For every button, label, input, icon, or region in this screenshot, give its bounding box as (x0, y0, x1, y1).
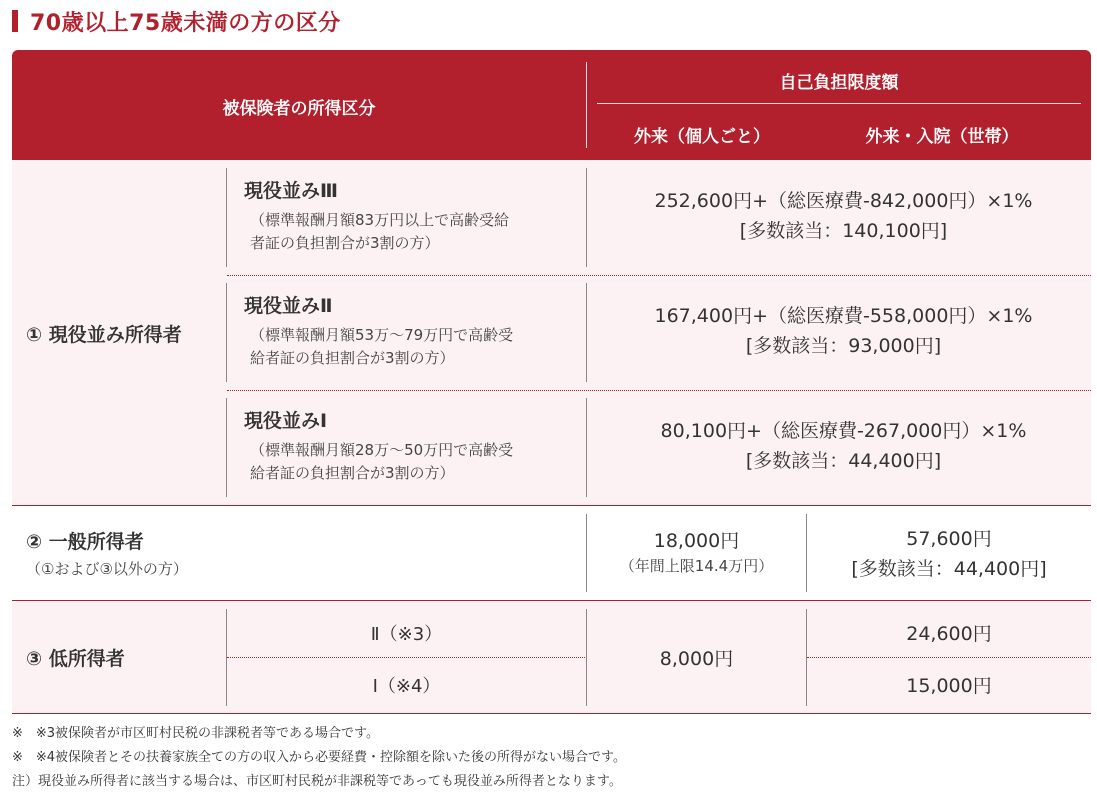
active-sub-limit (596, 301, 1091, 361)
limit-formula: 80,100円+（総医療費-267,000円）×1% (660, 420, 1027, 442)
title-accent-bar (12, 10, 18, 32)
table-header (12, 50, 1091, 160)
row-divider (12, 713, 1091, 714)
column-divider (226, 398, 227, 497)
header-outpatient-inpatient: 外来・入院（世帯） (865, 127, 1019, 147)
section-title-text: 70歳以上75歳未満の方の区分 (30, 10, 341, 36)
active-sub-desc: 給者証の負担割合が3割の方） (250, 349, 455, 367)
column-divider (586, 168, 587, 267)
active-sub-limit (596, 186, 1091, 246)
sub-row-divider (227, 275, 1091, 276)
cost-limit-table (12, 50, 1091, 714)
low-outpatient-limit: 8,000円 (659, 648, 734, 670)
general-household-limit: 57,600円 (906, 528, 992, 550)
header-divider (586, 62, 587, 148)
general-outpatient-note: （年間上限14.4万円） (619, 557, 774, 575)
column-divider (226, 168, 227, 267)
sub-row-divider (807, 657, 1091, 658)
general-household-multiple: [多数該当：44,400円] (851, 558, 1047, 580)
general-outpatient-cell (587, 527, 806, 578)
column-divider (586, 283, 587, 382)
active-sub-desc: 者証の負担割合が3割の方） (250, 234, 440, 252)
column-divider (586, 398, 587, 497)
footnote: ※ ※3被保険者が市区町村民税の非課税者等である場合です。 (12, 726, 380, 741)
active-sub-row (244, 176, 584, 255)
low-income-label: ③ 低所得者 (26, 648, 125, 670)
limit-multiple: [多数該当：93,000円] (745, 335, 942, 357)
sub-row-divider (227, 390, 1091, 391)
footnote: 注）現役並み所得者に該当する場合は、市区町村民税が非課税等であっても現役並み所得者となります。 (12, 774, 622, 789)
low-sub-name: Ⅱ（※3） (370, 624, 443, 645)
limit-formula: 167,400円+（総医療費-558,000円）×1% (654, 305, 1033, 327)
header-subdivider (597, 103, 1081, 104)
low-household-limit: 15,000円 (906, 675, 992, 697)
active-sub-name: 現役並みⅢ (244, 180, 338, 202)
active-sub-limit (596, 416, 1091, 476)
general-income-cell (26, 527, 188, 581)
limit-multiple: [多数該当：140,100円] (739, 220, 948, 242)
general-income-label: ② 一般所得者 (26, 531, 144, 553)
section-title (12, 6, 341, 36)
active-sub-desc: （標準報酬月額28万～50万円で高齢受 (250, 441, 514, 459)
active-sub-desc: （標準報酬月額83万円以上で高齢受給 (250, 211, 510, 229)
column-divider (226, 283, 227, 382)
low-household-limit: 24,600円 (906, 623, 992, 645)
header-outpatient: 外来（個人ごと） (634, 127, 770, 147)
footnotes (12, 722, 626, 794)
active-sub-desc: （標準報酬月額53万～79万円で高齢受 (250, 326, 514, 344)
active-sub-name: 現役並みⅡ (244, 295, 333, 317)
general-income-desc: （①および③以外の方） (26, 560, 188, 578)
general-household-cell (807, 524, 1091, 584)
low-sub-name: Ⅰ（※4） (372, 676, 441, 697)
active-sub-row (244, 406, 584, 485)
limit-formula: 252,600円+（総医療費-842,000円）×1% (654, 190, 1033, 212)
active-income-label: ① 現役並み所得者 (26, 324, 182, 346)
active-sub-row (244, 291, 584, 370)
active-sub-desc: 給者証の負担割合が3割の方） (250, 464, 455, 482)
header-limit: 自己負担限度額 (779, 73, 899, 93)
footnote: ※ ※4被保険者とその扶養家族全ての方の収入から必要経費・控除額を除いた後の所得がない場合です。 (12, 750, 627, 765)
active-sub-name: 現役並みⅠ (244, 410, 328, 432)
general-outpatient-limit: 18,000円 (653, 530, 740, 552)
header-income-category: 被保険者の所得区分 (222, 99, 376, 119)
sub-row-divider (227, 657, 587, 658)
limit-multiple: [多数該当：44,400円] (745, 450, 942, 472)
